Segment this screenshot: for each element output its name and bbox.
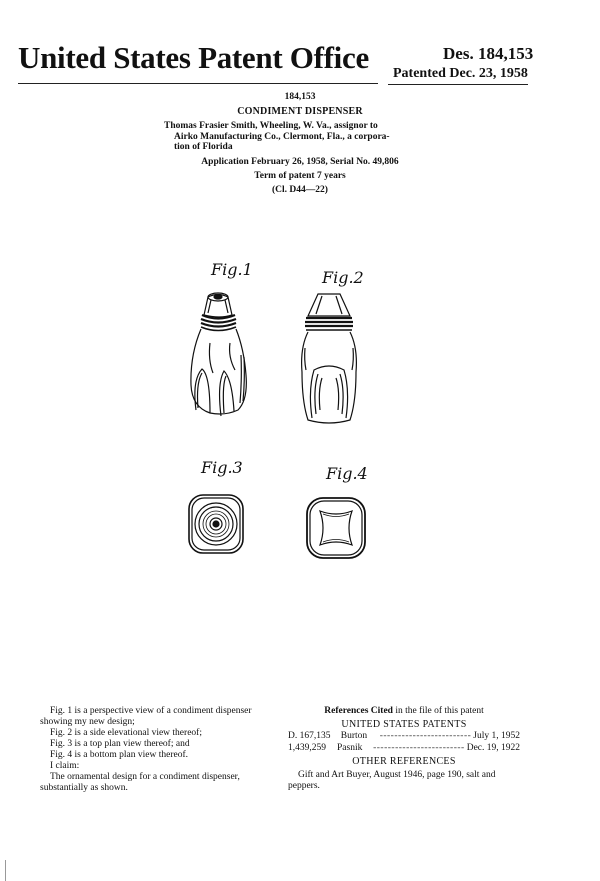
other-reference-line: peppers. xyxy=(288,781,320,791)
patent-reference-date: July 1, 1952 xyxy=(473,731,520,741)
patent-reference-row xyxy=(288,731,520,742)
fig2-label: Fig.2 xyxy=(322,268,364,287)
header-rule xyxy=(18,83,378,84)
fig3-label: Fig.3 xyxy=(201,458,243,477)
description-line: Fig. 2 is a side elevational view thereof; xyxy=(50,728,202,738)
leader-dots: ------------------------- xyxy=(373,743,465,753)
fig1-label: Fig.1 xyxy=(211,260,253,279)
claim-line: substantially as shown. xyxy=(40,783,128,793)
description-line: Fig. 1 is a perspective view of a condiment dispenser xyxy=(50,706,252,716)
claim-line: The ornamental design for a condiment dispenser, xyxy=(50,772,240,782)
application-line: Application February 26, 1958, Serial No. 49,806 xyxy=(201,157,399,167)
description-line: showing my new design; xyxy=(40,717,135,727)
header-rule-right xyxy=(388,84,528,85)
patent-reference-name: Pasnik xyxy=(337,743,363,753)
patent-title: CONDIMENT DISPENSER xyxy=(237,106,363,117)
other-reference-text xyxy=(288,770,520,792)
inventor-block xyxy=(164,121,419,153)
patent-reference-number: D. 167,135 xyxy=(288,731,331,741)
patent-reference-name: Burton xyxy=(340,731,368,741)
patented-date: Patented Dec. 23, 1958 xyxy=(393,66,528,81)
other-reference-line: Gift and Art Buyer, August 1946, page 190, salt and xyxy=(298,770,496,780)
patent-number: 184,153 xyxy=(284,92,316,102)
patent-reference-date: Dec. 19, 1922 xyxy=(466,743,520,753)
leader-dots: ------------------------- xyxy=(379,731,472,741)
design-number: Des. 184,153 xyxy=(443,44,534,63)
scan-edge-line xyxy=(5,860,6,881)
other-references-heading: OTHER REFERENCES xyxy=(352,756,456,767)
fig1-dispenser-perspective xyxy=(180,285,260,420)
patent-reference-number: 1,439,259 xyxy=(288,743,326,753)
classification: (Cl. D44—22) xyxy=(272,185,328,195)
office-title: United States Patent Office xyxy=(18,40,369,75)
fig4-bottom-plan-view xyxy=(304,495,368,561)
inventor-line: Thomas Frasier Smith, Wheeling, W. Va., assignor to xyxy=(164,121,378,131)
claim-heading: I claim: xyxy=(50,761,80,771)
description-line: Fig. 4 is a bottom plan view thereof. xyxy=(50,750,188,760)
patent-reference-row xyxy=(288,743,520,754)
description-line: Fig. 3 is a top plan view thereof; and xyxy=(50,739,190,749)
description-block xyxy=(40,706,272,794)
term-line: Term of patent 7 years xyxy=(254,171,346,181)
fig4-label: Fig.4 xyxy=(326,464,368,483)
references-block xyxy=(288,706,520,792)
fig3-top-plan-view xyxy=(186,492,246,558)
references-heading-bold: References Cited xyxy=(324,706,393,716)
references-heading-rest: in the file of this patent xyxy=(392,706,484,716)
us-patents-heading: UNITED STATES PATENTS xyxy=(341,719,467,730)
references-heading xyxy=(288,706,520,717)
inventor-line: tion of Florida xyxy=(174,142,233,152)
fig2-dispenser-side-view xyxy=(294,290,366,430)
inventor-line: Airko Manufacturing Co., Clermont, Fla., a corpora- xyxy=(174,131,390,142)
